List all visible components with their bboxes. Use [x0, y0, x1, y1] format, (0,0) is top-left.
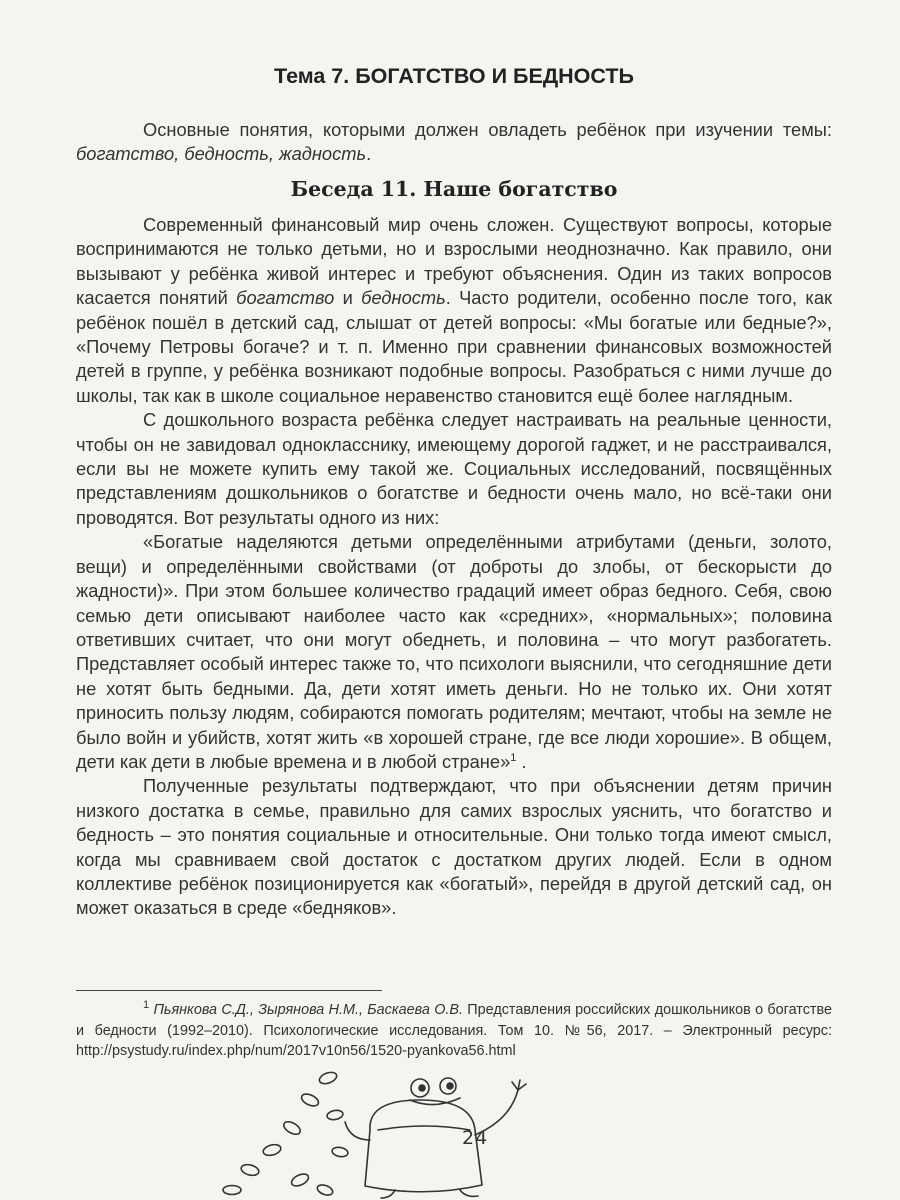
- coin-icon: [300, 1092, 321, 1109]
- paragraph-4: Полученные результаты подтверждают, что при объяснении детям причин низкого достатка в семье, правильно для самих взрослых уяснить, что богатство и бедность – это понятия социальные и относительные. Они только тогда имеют смысл, когда мы сравниваем свой достаток с достатком других людей. Если в одном коллективе ребёнок позиционируется как «богатый», перейдя в другой детский сад, он может оказаться в среде «бедняков».: [76, 775, 832, 919]
- coin-icon: [240, 1163, 260, 1177]
- footnote-authors: Пьянкова С.Д., Зырянова Н.М., Баскаева О.В.: [153, 1002, 463, 1018]
- footnote: [76, 1000, 832, 1062]
- coin-icon: [282, 1119, 303, 1137]
- paragraph-1: [76, 213, 832, 408]
- term-poverty: бедность: [361, 287, 446, 309]
- coin-icon: [223, 1186, 241, 1195]
- paragraph-1-part-c: . Часто родители, особенно после того, как ребёнок пошёл в детский сад, слышат от детей вопросы: «Мы богатые или бедные?», «Почему Петровы богаче? и т. п. Именно при сравнении финансовых возможностей детей в группе, у ребёнка возникают подобные вопросы. Разобраться с ними лучше до школы, так как в школе социальное неравенство становится ещё более наглядным.: [76, 287, 832, 406]
- quote-end: .: [516, 750, 527, 772]
- intro-text: Основные понятия, которыми должен овладеть ребёнок при изучении темы:: [143, 119, 832, 140]
- paragraph-2: С дошкольного возраста ребёнка следует настраивать на реальные ценности, чтобы он не завидовал однокласснику, имеющему дорогой гаджет, и не расстраивался, если вы не можете купить ему такой же. Социальных исследований, посвящённых представлениям дошкольников о богатстве и бедности очень мало, но всё-таки они проводятся. Вот результаты одного из них:: [76, 409, 832, 528]
- intro-paragraph: [76, 118, 832, 167]
- coin-icon: [326, 1109, 343, 1121]
- main-content: [76, 213, 832, 921]
- coin-icon: [318, 1070, 338, 1086]
- coin-icon: [262, 1143, 282, 1157]
- page-number: 24: [462, 1127, 489, 1149]
- intro-end: .: [366, 143, 372, 165]
- coin-icon: [316, 1183, 334, 1197]
- footnote-ref[interactable]: 1: [510, 751, 517, 764]
- footnote-text: Представления российских дошкольников о богатстве и бедности (1992–2010). Психологические исследования. Том 10. №56, 2017. – Электронный ресурс: http://psystudy.ru/index.php/num/2017v10n56/1520-pyankova56.html: [76, 1002, 832, 1059]
- topic-title: Тема 7. БОГАТСТВО И БЕДНОСТЬ: [274, 64, 634, 88]
- coin-icon: [331, 1146, 348, 1158]
- footnote-number: 1: [143, 999, 150, 1012]
- footnote-divider: [76, 990, 382, 991]
- lesson-title: Беседа 11. Наше богатство: [290, 177, 618, 201]
- coin-icon: [290, 1172, 311, 1189]
- paragraph-1-part-a: Современный финансовый мир очень сложен. Существуют вопросы, которые воспринимаются не только детьми, но и взрослыми неоднозначно. Как правило, они вызывают у ребёнка живой интерес и требуют объяснения. Один из таких вопросов касается понятий: [76, 214, 832, 309]
- paragraph-1-part-b: и: [334, 287, 362, 309]
- term-wealth: богатство: [236, 287, 335, 309]
- quote-paragraph: [76, 530, 832, 774]
- quote-text: «Богатые наделяются детьми определёнными атрибутами (деньги, золото, вещи) и определёнными свойствами (от доброты до злобы, от бескорысти до жадности)». При этом большее количество градаций имеет образ бедного. Себя, свою семью дети описывают наиболее часто как «средних», «нормальных»; половина ответивших считает, что они могут обеднеть, и половина – что могут разбогатеть. Представляет особый интерес также то, что психологи выяснили, что сегодняшние дети не хотят быть бедными. Да, дети хотят иметь деньги. Но не только их. Они хотят приносить пользу людям, собираются помогать родителям; мечтают, чтобы на земле не было войн и убийств, хотят жить «в хорошей стране, где все люди хорошие». В общем, дети как дети в любые времена и в любой стране»: [76, 531, 832, 772]
- intro-terms: богатство, бедность, жадность: [76, 143, 367, 165]
- purse-with-coins-illustration: [220, 1060, 560, 1200]
